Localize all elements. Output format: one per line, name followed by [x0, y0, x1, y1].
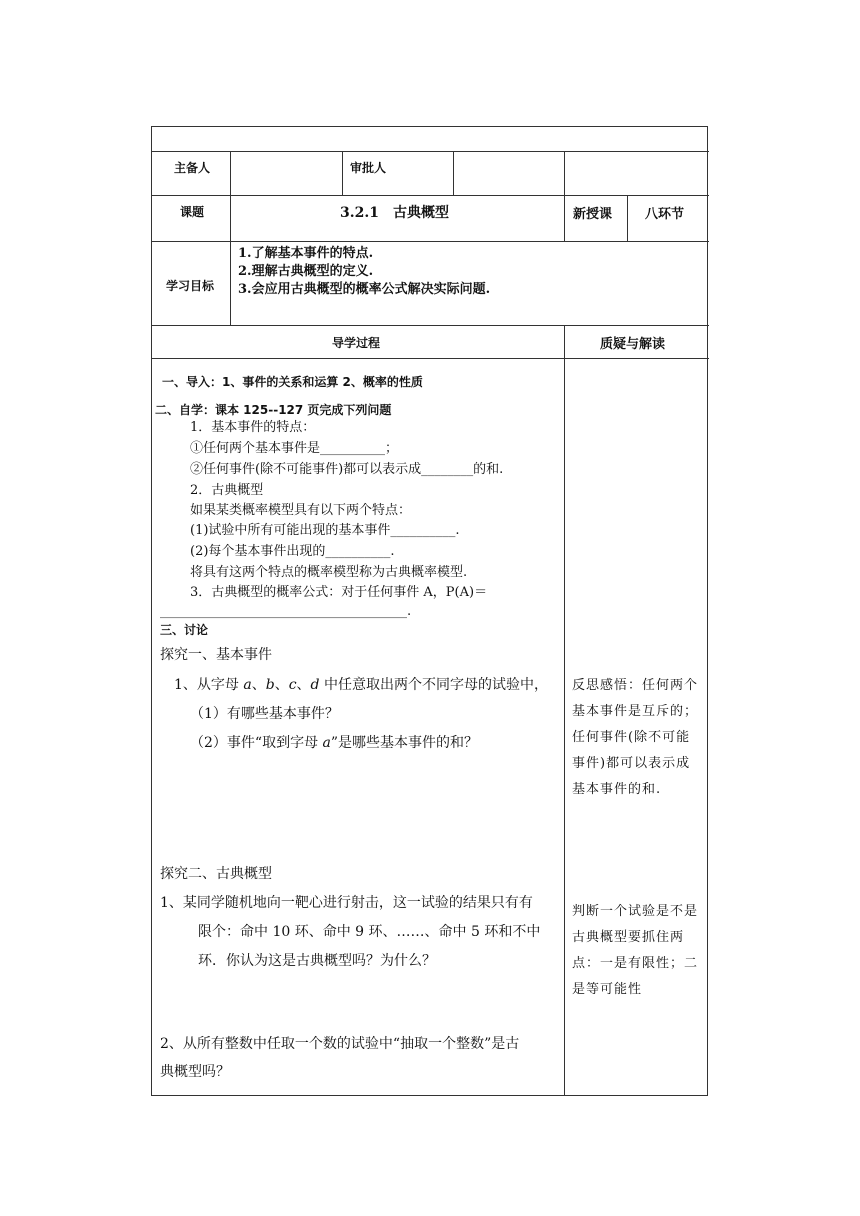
explore-2-heading: 探究二、古典概型 — [160, 866, 272, 882]
basic-event-point-1: ①任何两个基本事件是__________； — [190, 441, 399, 456]
letter-a: a — [322, 735, 331, 751]
notes-column-header: 质疑与解读 — [600, 337, 666, 352]
question-1b — [190, 732, 478, 752]
classical-model-definition: 将具有这两个特点的概率模型称为古典概率模型. — [190, 565, 468, 580]
probability-formula: 3．古典概型的概率公式：对于任何事件 A，P(A)＝ — [190, 585, 488, 600]
discussion-heading: 三、讨论 — [160, 623, 209, 637]
topic-label: 课题 — [180, 205, 205, 219]
classical-model-feature-1: (1)试验中所有可能出现的基本事件__________. — [190, 523, 460, 538]
question-1b-text: （2）事件“取到字母 — [190, 735, 323, 751]
lesson-type: 新授课 — [573, 207, 613, 222]
classical-model-intro: 如果某类概率模型具有以下两个特点： — [190, 503, 412, 518]
goal-item: 3.会应用古典概型的概率公式解决实际问题. — [238, 282, 491, 297]
row-divider — [152, 195, 709, 196]
intro-line: 一、导入：1、事件的关系和运算 2、概率的性质 — [162, 375, 423, 389]
col-divider — [564, 151, 565, 241]
teaching-method: 八环节 — [645, 207, 685, 222]
col-divider — [342, 151, 343, 195]
basic-event-point-2: ②任何事件(除不可能事件)都可以表示成________的和. — [190, 462, 504, 477]
process-column-header: 导学过程 — [332, 336, 381, 350]
question-1-text: 中任意取出两个不同字母的试验中， — [319, 677, 548, 693]
self-study-line: 二、自学：课本 125--127 页完成下列问题 — [155, 403, 392, 417]
classical-model-heading: 2．古典概型 — [190, 483, 264, 498]
goals-label: 学习目标 — [166, 279, 215, 293]
question-3-line-2: 典概型吗？ — [160, 1064, 230, 1080]
col-divider — [230, 151, 231, 325]
basic-event-heading: 1．基本事件的特点： — [190, 420, 316, 435]
question-2-line-3: 环．你认为这是古典概型吗？为什么？ — [198, 953, 436, 969]
lesson-plan-table — [151, 126, 708, 1096]
letter-a: a — [243, 677, 252, 693]
question-1a: （1）有哪些基本事件？ — [190, 706, 339, 722]
letter-b: b — [265, 677, 275, 693]
preparer-label: 主备人 — [174, 161, 211, 175]
question-2-line-1: 1、某同学随机地向一靶心进行射击，这一试验的结果只有有 — [160, 895, 533, 911]
question-1b-text: ”是哪些基本事件的和？ — [330, 735, 479, 751]
goal-item: 2.理解古典概型的定义. — [238, 264, 374, 279]
topic-title: 3.2.1 古典概型 — [340, 205, 449, 221]
letter-d: d — [310, 677, 320, 693]
col-divider — [627, 195, 628, 241]
goal-item: 1.了解基本事件的特点. — [238, 246, 374, 261]
row-divider — [152, 241, 709, 242]
question-1: 1、从字母 a、b、c、d 中任意取出两个不同字母的试验中， — [174, 677, 548, 693]
explore-1-heading: 探究一、基本事件 — [160, 647, 272, 663]
reflection-note: 反思感悟：任何两个基本事件是互斥的；任何事件(除不可能事件)都可以表示成基本事件的和. — [572, 678, 699, 797]
row-divider — [152, 151, 709, 152]
approver-label: 审批人 — [350, 161, 387, 175]
letter-c: c — [288, 677, 297, 693]
question-2-line-2: 限个：命中 10 环、命中 9 环、……、命中 5 环和不中 — [198, 924, 541, 940]
col-divider — [453, 151, 454, 195]
probability-formula-blank: ______________________________________. — [160, 604, 412, 619]
row-divider — [152, 358, 709, 359]
col-divider — [564, 325, 565, 1096]
question-3-line-1: 2、从所有整数中任取一个数的试验中“抽取一个整数”是古 — [160, 1036, 520, 1052]
question-1-text: 1、从字母 — [174, 677, 244, 693]
classical-model-feature-2: (2)每个基本事件出现的__________. — [190, 544, 395, 559]
judgement-note: 判断一个试验是不是古典概型要抓住两点：一是有限性；二是等可能性 — [572, 904, 699, 997]
row-divider — [152, 325, 709, 326]
